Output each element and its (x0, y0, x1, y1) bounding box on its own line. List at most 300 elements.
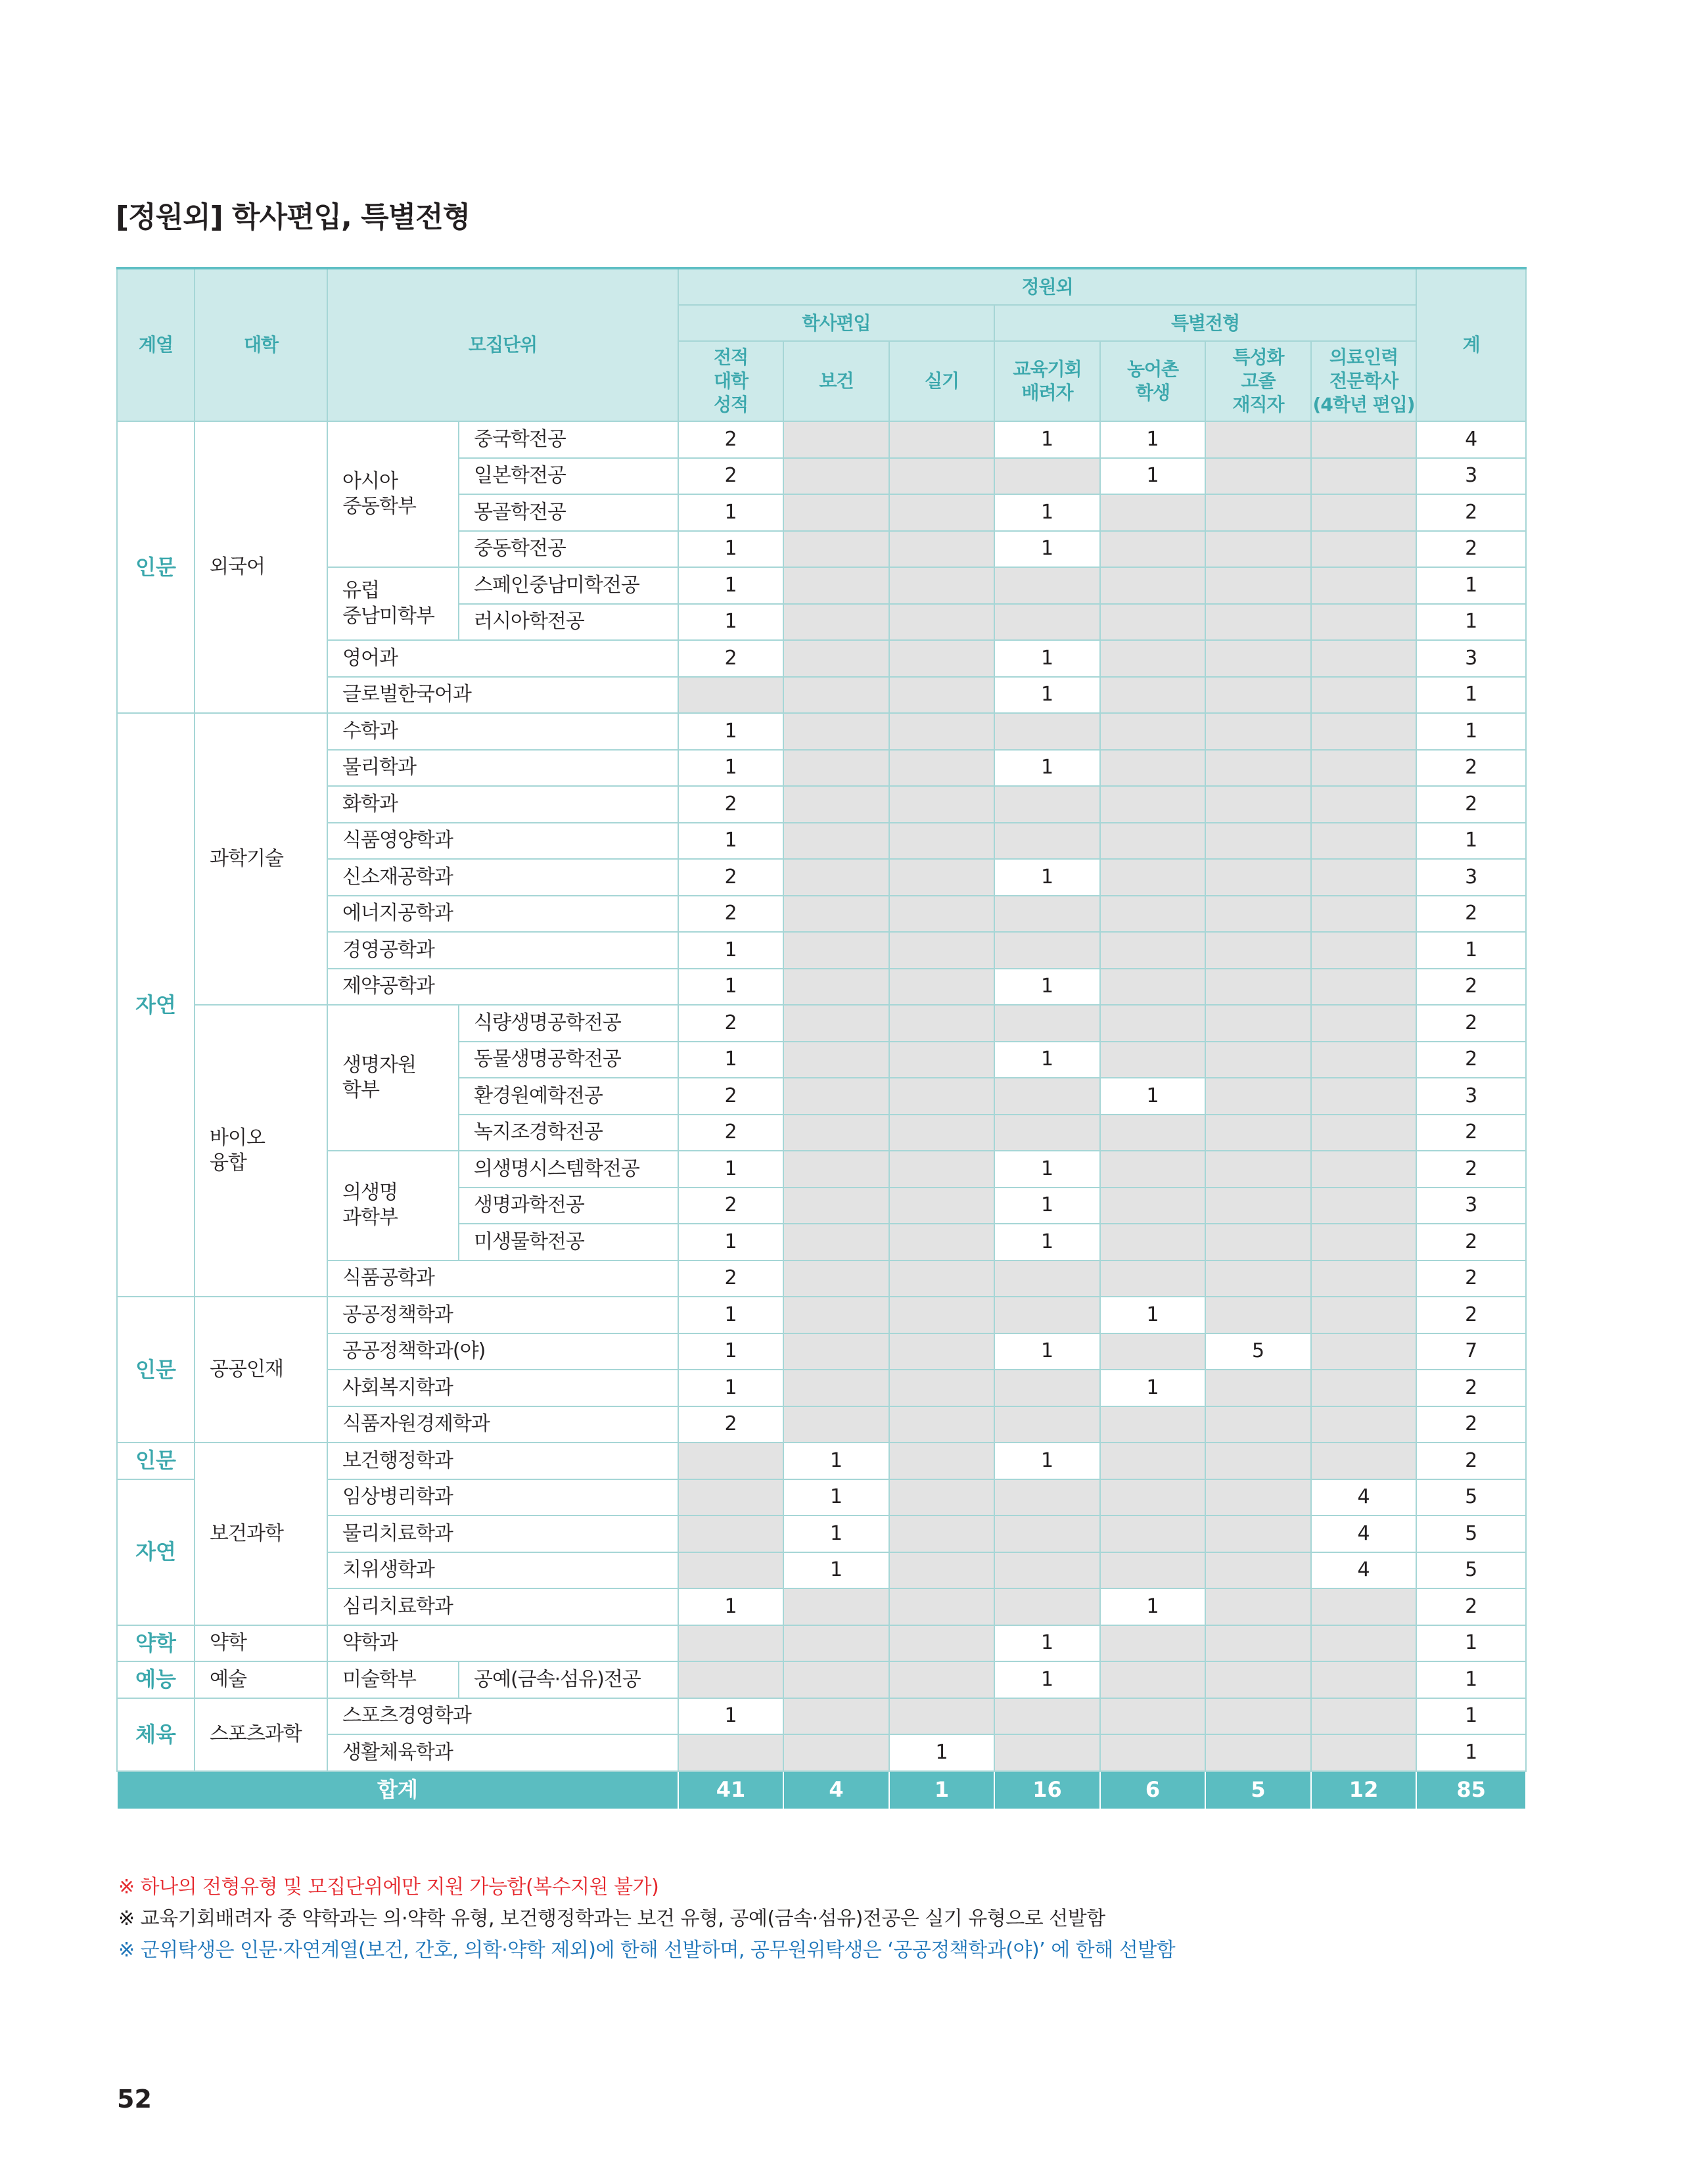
row-total: 5 (1416, 1515, 1526, 1552)
quota-cell: 1 (994, 531, 1100, 568)
quota-cell (889, 896, 994, 933)
quota-cell (1311, 1333, 1416, 1370)
quota-cell (1205, 896, 1311, 933)
quota-cell: 1 (1100, 1370, 1205, 1406)
quota-cell (1311, 1406, 1416, 1443)
quota-cell (783, 932, 889, 969)
quota-cell (1205, 458, 1311, 495)
quota-cell (1100, 1625, 1205, 1662)
quota-cell (1100, 1005, 1205, 1042)
page-title: [정원외] 학사편입, 특별전형 (116, 200, 471, 234)
quota-cell (1100, 1515, 1205, 1552)
quota-cell: 1 (678, 750, 783, 787)
quota-cell: 1 (994, 677, 1100, 714)
quota-cell: 4 (1311, 1515, 1416, 1552)
quota-cell (1205, 1515, 1311, 1552)
quota-cell (1311, 969, 1416, 1006)
college-label: 보건과학 (195, 1443, 327, 1625)
table-row (117, 677, 1526, 714)
quota-cell (783, 1078, 889, 1115)
quota-cell (994, 823, 1100, 860)
quota-cell (889, 1224, 994, 1260)
quota-cell (783, 1042, 889, 1078)
total-label: 합계 (117, 1771, 678, 1809)
quota-cell (994, 1115, 1100, 1151)
table-row (117, 1443, 1526, 1479)
quota-cell: 2 (678, 1188, 783, 1224)
table-body (117, 421, 1526, 1809)
quota-cell: 2 (678, 896, 783, 933)
table-row (117, 1005, 1526, 1042)
admission-quota-table (116, 267, 1527, 1810)
unit-name: 치위생학과 (327, 1552, 678, 1589)
series-label: 인문 (117, 1297, 195, 1443)
unit-name: 일본학전공 (459, 458, 678, 495)
quota-cell (678, 1661, 783, 1698)
row-total: 2 (1416, 1005, 1526, 1042)
row-total: 3 (1416, 458, 1526, 495)
quota-cell (783, 1734, 889, 1771)
unit-name: 러시아학전공 (459, 604, 678, 641)
quota-cell (1311, 1661, 1416, 1698)
unit-name: 약학과 (327, 1625, 678, 1662)
quota-cell (1311, 713, 1416, 750)
quota-cell (783, 677, 889, 714)
unit-name: 수학과 (327, 713, 678, 750)
unit-name: 스포츠경영학과 (327, 1698, 678, 1735)
header-group-special: 특별전형 (994, 305, 1416, 341)
header-opportunity: 교육기회 배려자 (994, 341, 1100, 421)
quota-cell (1100, 896, 1205, 933)
header-outside-quota: 정원외 (678, 268, 1416, 305)
quota-cell (994, 1406, 1100, 1443)
quota-cell (1205, 531, 1311, 568)
row-total: 1 (1416, 604, 1526, 641)
table-row (117, 1297, 1526, 1333)
row-total: 1 (1416, 1734, 1526, 1771)
quota-cell (678, 1734, 783, 1771)
unit-name: 글로벌한국어과 (327, 677, 678, 714)
unit-name: 물리치료학과 (327, 1515, 678, 1552)
college-label: 약학 (195, 1625, 327, 1662)
quota-cell (783, 1224, 889, 1260)
quota-cell (783, 1661, 889, 1698)
unit-name: 제약공학과 (327, 969, 678, 1006)
quota-cell (889, 823, 994, 860)
quota-cell (1100, 1552, 1205, 1589)
note-1: ※ 하나의 전형유형 및 모집단위에만 지원 가능함(복수지원 불가) (118, 1876, 659, 1899)
table-row (117, 969, 1526, 1006)
unit-name: 녹지조경학전공 (459, 1115, 678, 1151)
quota-cell (783, 567, 889, 604)
row-total: 2 (1416, 1443, 1526, 1479)
quota-cell (994, 1370, 1100, 1406)
quota-cell (1205, 1078, 1311, 1115)
header-college: 대학 (195, 268, 327, 421)
row-total: 3 (1416, 1078, 1526, 1115)
quota-cell (889, 1625, 994, 1662)
quota-cell (1205, 1005, 1311, 1042)
quota-cell: 1 (994, 1661, 1100, 1698)
row-total: 3 (1416, 859, 1526, 896)
header-series: 계열 (117, 268, 195, 421)
quota-cell (1100, 1698, 1205, 1735)
quota-cell (889, 1661, 994, 1698)
quota-cell: 2 (678, 859, 783, 896)
total-row (117, 1771, 1526, 1809)
quota-cell (994, 604, 1100, 641)
series-label: 예능 (117, 1661, 195, 1698)
quota-cell (1205, 713, 1311, 750)
quota-cell (1311, 1698, 1416, 1735)
unit-name: 물리학과 (327, 750, 678, 787)
row-total: 2 (1416, 896, 1526, 933)
quota-cell (1311, 750, 1416, 787)
quota-cell: 1 (678, 494, 783, 531)
unit-name: 식품공학과 (327, 1260, 678, 1297)
quota-cell (889, 1005, 994, 1042)
quota-cell (889, 604, 994, 641)
header-practical: 실기 (889, 341, 994, 421)
unit-name: 경영공학과 (327, 932, 678, 969)
unit-name: 의생명시스템학전공 (459, 1151, 678, 1188)
quota-cell (1311, 1588, 1416, 1625)
table-row (117, 786, 1526, 823)
quota-cell (1205, 1151, 1311, 1188)
table-row (117, 1151, 1526, 1188)
quota-cell (783, 494, 889, 531)
quota-cell (1100, 859, 1205, 896)
quota-cell (783, 1188, 889, 1224)
quota-cell (1205, 786, 1311, 823)
row-total: 4 (1416, 421, 1526, 458)
quota-cell (783, 1588, 889, 1625)
quota-cell (1311, 1151, 1416, 1188)
quota-cell: 1 (678, 1698, 783, 1735)
quota-cell (889, 1370, 994, 1406)
row-total: 2 (1416, 531, 1526, 568)
quota-cell (1311, 1443, 1416, 1479)
header-unit: 모집단위 (327, 268, 678, 421)
quota-cell (783, 1406, 889, 1443)
quota-cell (1100, 1734, 1205, 1771)
quota-cell (1205, 1588, 1311, 1625)
quota-cell: 1 (994, 859, 1100, 896)
quota-cell (1205, 1042, 1311, 1078)
quota-cell (783, 1370, 889, 1406)
page-number: 52 (117, 2085, 152, 2114)
quota-cell (1311, 932, 1416, 969)
header-group-bachelor: 학사편입 (678, 305, 994, 341)
unit-name: 사회복지학과 (327, 1370, 678, 1406)
table-row (117, 1260, 1526, 1297)
quota-cell (1205, 1661, 1311, 1698)
quota-cell (1311, 1370, 1416, 1406)
quota-cell: 1 (994, 969, 1100, 1006)
quota-cell (994, 932, 1100, 969)
quota-cell: 2 (678, 421, 783, 458)
quota-cell (783, 640, 889, 677)
quota-cell (889, 567, 994, 604)
quota-cell: 1 (678, 932, 783, 969)
quota-cell: 2 (678, 1115, 783, 1151)
total-cell: 12 (1311, 1771, 1416, 1809)
unit-name: 공예(금속·섬유)전공 (459, 1661, 678, 1698)
quota-cell (1205, 1698, 1311, 1735)
series-label: 체육 (117, 1698, 195, 1771)
series-label: 약학 (117, 1625, 195, 1662)
quota-cell (889, 1078, 994, 1115)
table-row (117, 859, 1526, 896)
quota-cell (1205, 1552, 1311, 1589)
quota-cell (1205, 1443, 1311, 1479)
quota-cell (1100, 1151, 1205, 1188)
table-row (117, 1479, 1526, 1516)
quota-cell (994, 1479, 1100, 1516)
quota-cell (678, 1479, 783, 1516)
quota-cell: 1 (678, 1151, 783, 1188)
quota-cell: 1 (678, 1370, 783, 1406)
quota-cell (1100, 713, 1205, 750)
quota-cell (783, 1333, 889, 1370)
quota-cell (889, 1479, 994, 1516)
quota-cell (1100, 1260, 1205, 1297)
quota-cell: 2 (678, 1005, 783, 1042)
unit-name: 미생물학전공 (459, 1224, 678, 1260)
quota-cell: 1 (678, 713, 783, 750)
quota-cell: 1 (994, 640, 1100, 677)
row-total: 2 (1416, 1042, 1526, 1078)
unit-name: 스페인중남미학전공 (459, 567, 678, 604)
unit-name: 화학과 (327, 786, 678, 823)
unit-name: 생명과학전공 (459, 1188, 678, 1224)
quota-cell (1311, 494, 1416, 531)
quota-cell (1100, 1115, 1205, 1151)
note-3: ※ 군위탁생은 인문·자연계열(보건, 간호, 의학·약학 제외)에 한해 선발하며, 공무원위탁생은 ‘공공정책학과(야)’ 에 한해 선발함 (118, 1939, 1176, 1962)
quota-cell (994, 1297, 1100, 1333)
row-total: 2 (1416, 1370, 1526, 1406)
quota-cell: 1 (678, 567, 783, 604)
unit-name: 공공정책학과(야) (327, 1333, 678, 1370)
quota-cell (783, 1297, 889, 1333)
row-total: 2 (1416, 750, 1526, 787)
quota-cell (783, 750, 889, 787)
unit-name: 임상병리학과 (327, 1479, 678, 1516)
table-row (117, 932, 1526, 969)
row-total: 1 (1416, 932, 1526, 969)
quota-cell (1100, 677, 1205, 714)
table-row (117, 1333, 1526, 1370)
quota-cell (678, 1552, 783, 1589)
group-label: 아시아 중동학부 (327, 421, 459, 567)
quota-cell: 2 (678, 640, 783, 677)
series-label: 인문 (117, 421, 195, 713)
row-total: 1 (1416, 567, 1526, 604)
header-vocational: 특성화 고졸 재직자 (1205, 341, 1311, 421)
quota-cell (783, 1698, 889, 1735)
quota-cell: 1 (678, 1224, 783, 1260)
quota-cell (1311, 640, 1416, 677)
quota-cell: 1 (994, 1625, 1100, 1662)
quota-cell: 1 (678, 1588, 783, 1625)
quota-cell: 4 (1311, 1479, 1416, 1516)
unit-name: 중동학전공 (459, 531, 678, 568)
quota-cell (994, 713, 1100, 750)
college-label: 예술 (195, 1661, 327, 1698)
unit-name: 식품영양학과 (327, 823, 678, 860)
unit-name: 식품자원경제학과 (327, 1406, 678, 1443)
quota-cell (1100, 531, 1205, 568)
quota-cell (1311, 823, 1416, 860)
quota-cell (994, 1078, 1100, 1115)
table-row (117, 750, 1526, 787)
quota-cell (994, 567, 1100, 604)
unit-name: 식량생명공학전공 (459, 1005, 678, 1042)
row-total: 5 (1416, 1552, 1526, 1589)
header-medical: 의료인력 전문학사 (4학년 편입) (1311, 341, 1416, 421)
table-row (117, 1625, 1526, 1662)
quota-cell: 1 (678, 1333, 783, 1370)
quota-cell (889, 1151, 994, 1188)
unit-name: 신소재공학과 (327, 859, 678, 896)
quota-cell (889, 421, 994, 458)
quota-cell (1311, 786, 1416, 823)
quota-cell (1311, 531, 1416, 568)
row-total: 1 (1416, 1625, 1526, 1662)
table-header (117, 268, 1526, 421)
quota-cell (783, 859, 889, 896)
quota-cell: 1 (678, 969, 783, 1006)
quota-cell (783, 458, 889, 495)
quota-cell (1205, 1297, 1311, 1333)
notes (118, 1872, 1175, 1966)
quota-cell (994, 1552, 1100, 1589)
college-label: 바이오 융합 (195, 1005, 327, 1297)
header-transcript: 전적 대학 성적 (678, 341, 783, 421)
quota-cell (994, 896, 1100, 933)
total-cell: 1 (889, 1771, 994, 1809)
quota-cell (1205, 750, 1311, 787)
quota-cell: 2 (678, 1260, 783, 1297)
quota-cell: 1 (783, 1479, 889, 1516)
quota-cell (1311, 896, 1416, 933)
row-total: 1 (1416, 823, 1526, 860)
quota-cell (1100, 932, 1205, 969)
quota-cell (1311, 1297, 1416, 1333)
quota-cell (1311, 1625, 1416, 1662)
quota-cell (783, 1260, 889, 1297)
total-cell: 41 (678, 1771, 783, 1809)
college-label: 과학기술 (195, 713, 327, 1005)
quota-cell (889, 1698, 994, 1735)
quota-cell (1205, 1260, 1311, 1297)
row-total: 1 (1416, 1698, 1526, 1735)
quota-cell (783, 713, 889, 750)
quota-cell (1205, 1188, 1311, 1224)
quota-cell (1100, 1042, 1205, 1078)
quota-cell: 1 (1100, 1588, 1205, 1625)
total-cell: 5 (1205, 1771, 1311, 1809)
quota-cell (1311, 421, 1416, 458)
quota-cell (889, 1443, 994, 1479)
quota-cell: 1 (1100, 1297, 1205, 1333)
row-total: 2 (1416, 786, 1526, 823)
quota-cell (994, 1005, 1100, 1042)
quota-cell: 1 (783, 1552, 889, 1589)
quota-cell (1100, 823, 1205, 860)
quota-cell (994, 458, 1100, 495)
quota-cell (1205, 1370, 1311, 1406)
quota-cell (678, 1443, 783, 1479)
quota-cell (1100, 1188, 1205, 1224)
quota-cell: 1 (678, 1297, 783, 1333)
quota-cell (889, 969, 994, 1006)
quota-cell (1311, 1224, 1416, 1260)
quota-cell (783, 896, 889, 933)
quota-cell (1205, 1479, 1311, 1516)
row-total: 2 (1416, 1588, 1526, 1625)
table-row (117, 1734, 1526, 1771)
unit-name: 영어과 (327, 640, 678, 677)
quota-cell: 1 (1100, 421, 1205, 458)
series-label: 인문 (117, 1443, 195, 1479)
quota-cell (889, 677, 994, 714)
header-total: 계 (1416, 268, 1526, 421)
quota-cell: 1 (994, 1042, 1100, 1078)
quota-cell: 1 (889, 1734, 994, 1771)
quota-cell (1100, 604, 1205, 641)
quota-cell: 1 (783, 1443, 889, 1479)
quota-cell (783, 604, 889, 641)
quota-cell (1205, 421, 1311, 458)
quota-cell (1205, 604, 1311, 641)
row-total: 3 (1416, 640, 1526, 677)
quota-cell (1311, 1188, 1416, 1224)
quota-cell (1100, 1479, 1205, 1516)
quota-cell (889, 458, 994, 495)
total-cell: 16 (994, 1771, 1100, 1809)
row-total: 2 (1416, 1115, 1526, 1151)
table-row (117, 896, 1526, 933)
unit-name: 몽골학전공 (459, 494, 678, 531)
quota-cell (889, 1406, 994, 1443)
quota-cell (1205, 823, 1311, 860)
quota-cell (889, 1042, 994, 1078)
quota-cell (994, 1734, 1100, 1771)
total-cell: 4 (783, 1771, 889, 1809)
quota-cell (783, 531, 889, 568)
group-label: 유럽 중남미학부 (327, 567, 459, 640)
quota-cell (1100, 969, 1205, 1006)
group-label: 생명자원 학부 (327, 1005, 459, 1151)
unit-name: 환경원예학전공 (459, 1078, 678, 1115)
table-row (117, 1515, 1526, 1552)
quota-cell (1100, 786, 1205, 823)
quota-cell: 1 (1100, 458, 1205, 495)
unit-name: 심리치료학과 (327, 1588, 678, 1625)
quota-cell: 1 (994, 1224, 1100, 1260)
quota-cell (889, 713, 994, 750)
quota-cell: 1 (783, 1515, 889, 1552)
quota-cell (889, 859, 994, 896)
row-total: 2 (1416, 1406, 1526, 1443)
quota-cell (1311, 1115, 1416, 1151)
quota-cell (1100, 1224, 1205, 1260)
table-row (117, 1698, 1526, 1735)
quota-cell: 1 (994, 1333, 1100, 1370)
quota-cell (1311, 458, 1416, 495)
table-row (117, 1406, 1526, 1443)
